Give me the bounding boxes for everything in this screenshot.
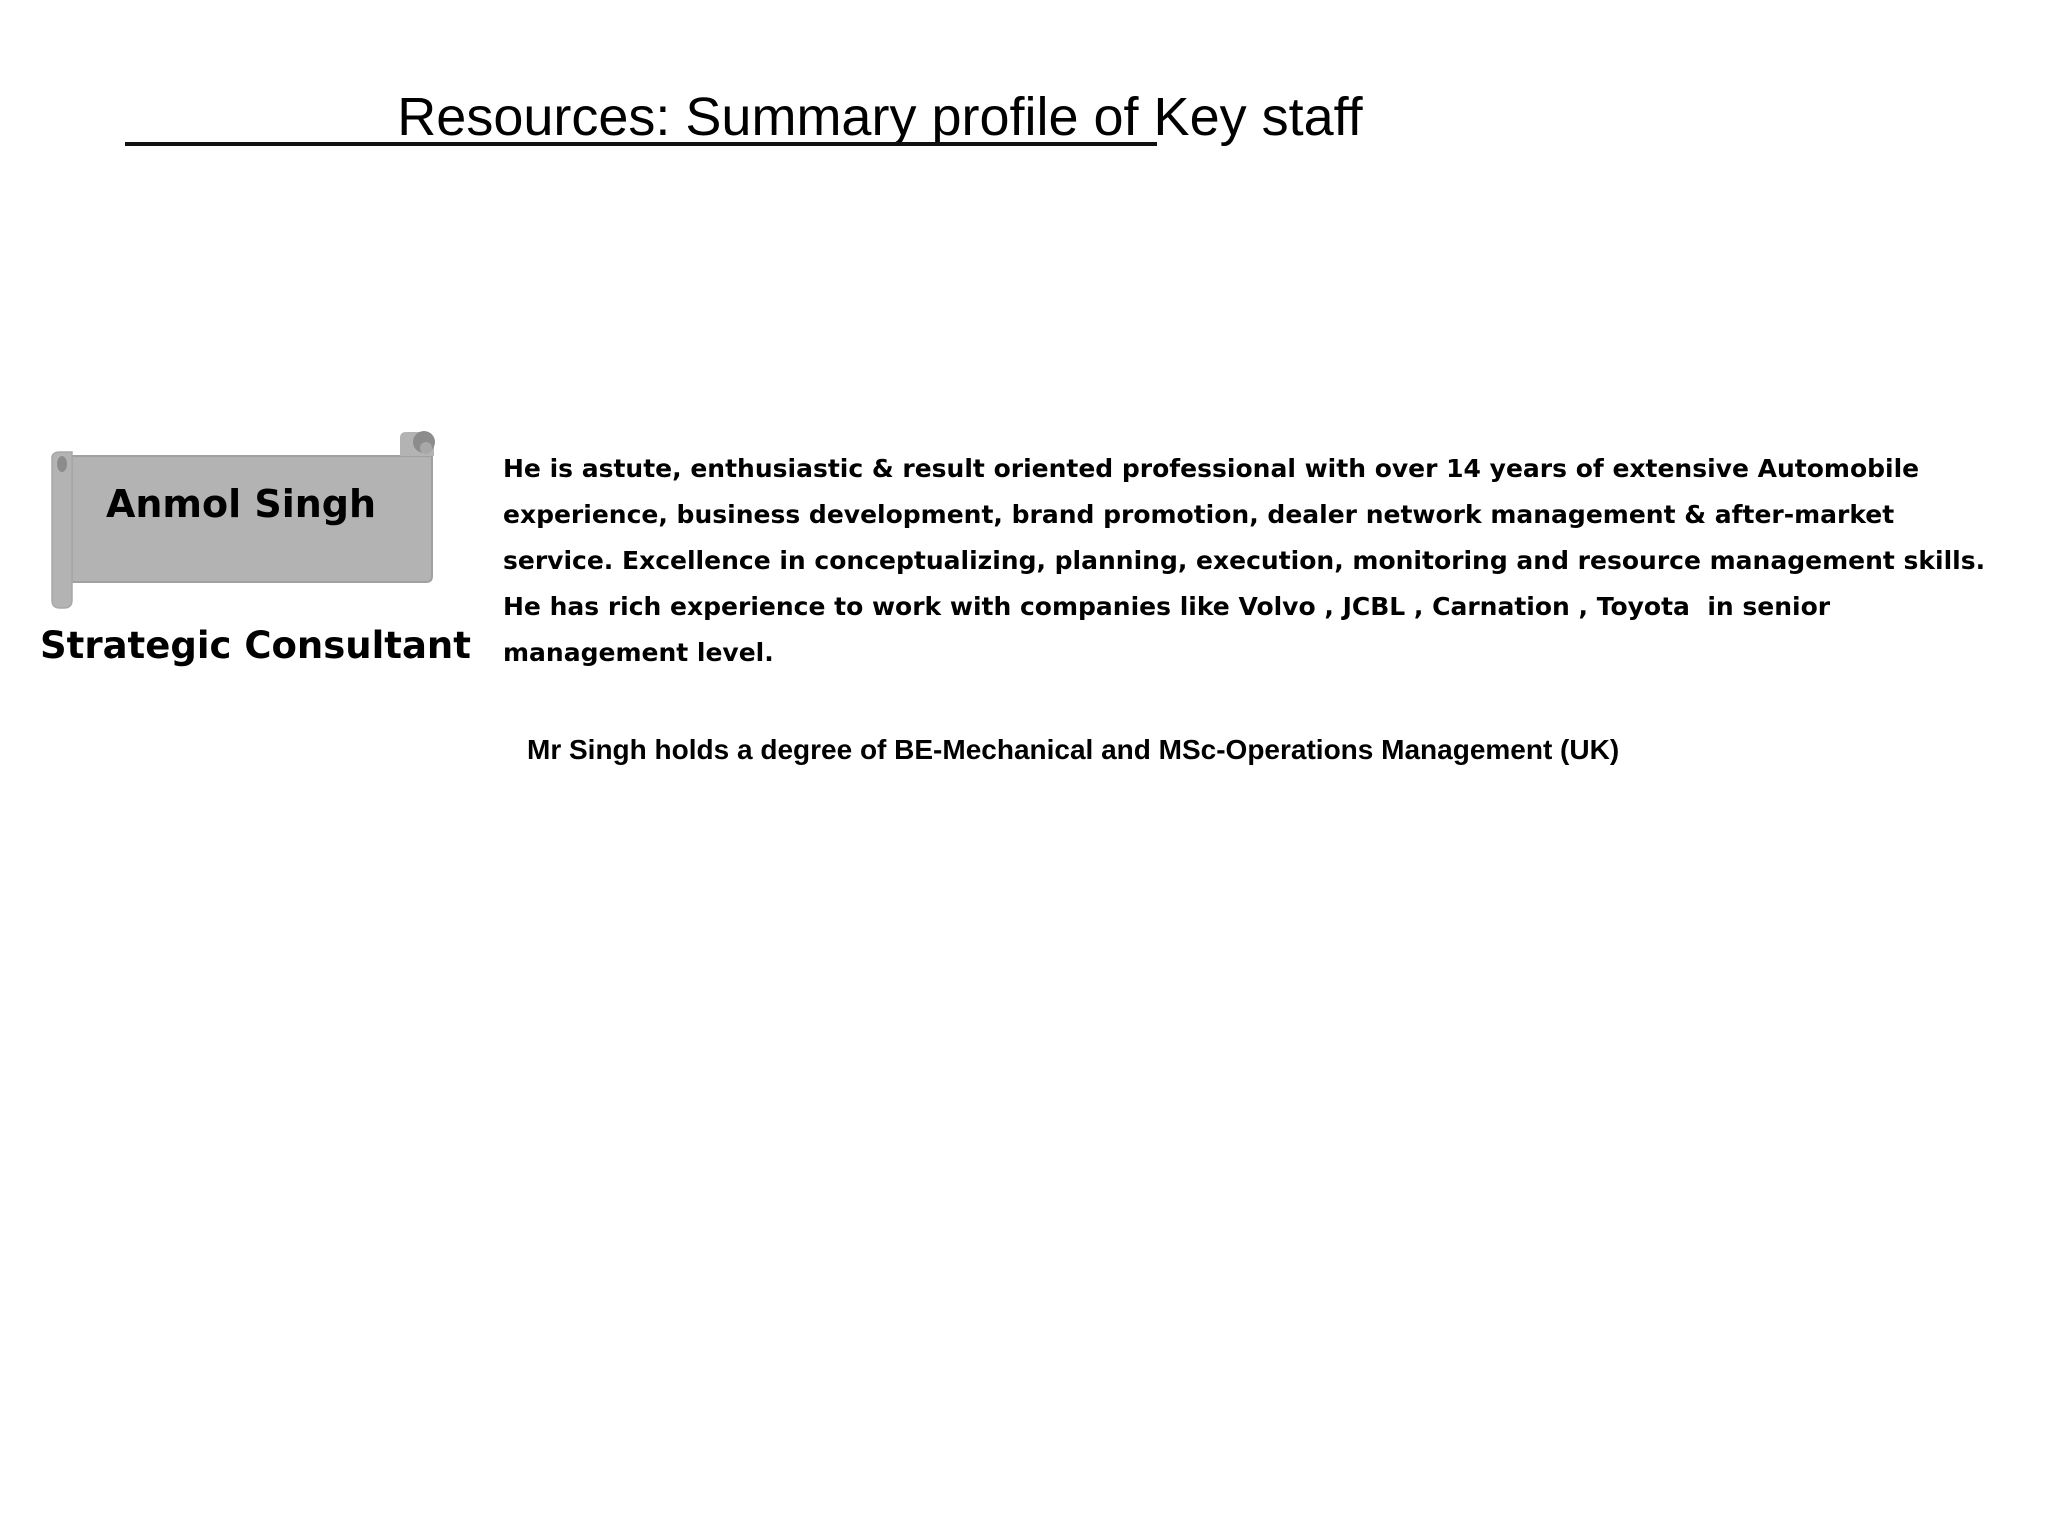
bio-line: He has rich experience to work with companies like Volvo , JCBL , Carnation , Toyota in senior: [503, 592, 1831, 621]
page-title: Resources: Summary profile of Key staff: [397, 87, 1363, 147]
bio-line: service. Excellence in conceptualizing, planning, execution, monitoring and resource management skills.: [503, 546, 1986, 575]
staff-name: Anmol Singh: [105, 482, 377, 526]
staff-bio: [503, 446, 1986, 676]
bio-line: management level.: [503, 638, 774, 667]
staff-role: Strategic Consultant: [40, 624, 471, 667]
bio-line: experience, business development, brand promotion, dealer network management & after-market: [503, 500, 1895, 529]
bio-line: He is astute, enthusiastic & result oriented professional with over 14 years of extensive Automobile: [503, 454, 1920, 483]
staff-degree: Mr Singh holds a degree of BE-Mechanical and MSc-Operations Management (UK): [527, 734, 1620, 765]
title-underline: [125, 142, 1157, 146]
